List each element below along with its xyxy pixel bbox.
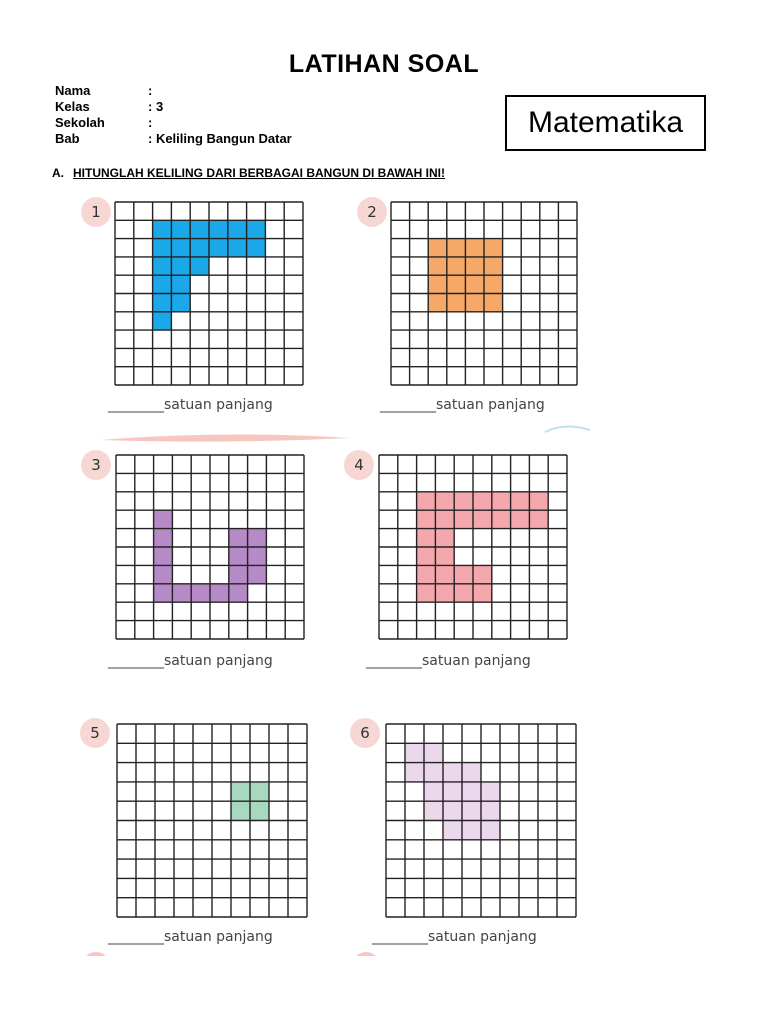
filled-cell [190,257,209,275]
filled-cell [481,782,500,801]
answer-blank[interactable]: ________satuan panjang [108,397,273,413]
answer-blank[interactable]: ________satuan panjang [366,653,531,669]
instruction-text: HITUNGLAH KELILING DARI BERBAGAI BANGUN DI BAWAH INI! [73,166,445,180]
student-info [55,83,292,147]
filled-cell [424,801,443,820]
filled-cell [473,492,492,510]
filled-cell [435,492,454,510]
filled-cell [462,801,481,820]
filled-cell [405,743,424,762]
filled-cell [428,275,447,293]
filled-cell [443,782,462,801]
filled-cell [484,257,503,275]
problem-number-badge: 4 [344,450,374,480]
filled-cell [465,239,484,257]
field-value: : [148,115,153,130]
filled-cell [454,510,473,528]
field-label: Nama [55,83,91,98]
filled-cell [228,220,247,238]
filled-cell [462,782,481,801]
grid-problem-1 [114,201,304,386]
answer-blank[interactable]: ________satuan panjang [380,397,545,413]
filled-cell [250,782,269,801]
field-nama [55,83,292,99]
filled-cell [492,492,511,510]
filled-cell [473,584,492,602]
filled-cell [428,294,447,312]
filled-cell [454,565,473,583]
filled-cell [231,801,250,820]
filled-cell [443,763,462,782]
problem-number-badge: 3 [81,450,111,480]
filled-cell [417,547,436,565]
filled-cell [171,257,190,275]
problem-number-badge: 1 [81,197,111,227]
problem-number-badge: 2 [357,197,387,227]
filled-cell [248,565,267,583]
filled-cell [247,220,266,238]
field-label: Sekolah [55,115,105,130]
answer-blank[interactable]: ________satuan panjang [372,929,537,945]
filled-cell [171,239,190,257]
filled-cell [435,565,454,583]
filled-cell [190,220,209,238]
filled-cell [435,584,454,602]
filled-cell [447,257,466,275]
filled-cell [447,294,466,312]
grid-problem-3 [115,454,305,640]
filled-cell [462,821,481,840]
filled-cell [511,492,530,510]
filled-cell [428,239,447,257]
filled-cell [465,257,484,275]
instruction [52,166,445,180]
field-value: : [148,83,153,98]
filled-cell [153,312,172,330]
answer-blank[interactable]: ________satuan panjang [108,653,273,669]
filled-cell [443,821,462,840]
page-title: LATIHAN SOAL [288,50,480,78]
filled-cell [247,239,266,257]
grid-problem-4 [378,454,568,640]
filled-cell [465,294,484,312]
filled-cell [484,294,503,312]
filled-cell [171,220,190,238]
filled-cell [153,220,172,238]
filled-cell [171,294,190,312]
field-value: : 3 [148,99,164,114]
filled-cell [424,743,443,762]
grid-problem-6 [385,723,577,918]
decorative-arc [95,432,355,446]
filled-cell [529,510,548,528]
filled-cell [435,510,454,528]
filled-cell [229,565,248,583]
filled-cell [154,547,173,565]
subject-box: Matematika [505,95,706,151]
decorative-dot [354,948,378,956]
filled-cell [154,529,173,547]
filled-cell [484,275,503,293]
filled-cell [454,584,473,602]
grid-problem-2 [390,201,578,386]
filled-cell [154,510,173,528]
filled-cell [229,584,248,602]
filled-cell [172,584,191,602]
problem-number-badge: 6 [350,718,380,748]
filled-cell [417,529,436,547]
filled-cell [171,275,190,293]
filled-cell [191,584,210,602]
filled-cell [209,239,228,257]
filled-cell [424,782,443,801]
field-label: Kelas [55,99,90,114]
filled-cell [447,275,466,293]
filled-cell [248,529,267,547]
filled-cell [248,547,267,565]
filled-cell [443,801,462,820]
filled-cell [210,584,229,602]
decorative-dot [84,948,108,956]
decorative-swirl [540,420,600,436]
filled-cell [473,510,492,528]
filled-cell [417,510,436,528]
filled-cell [428,257,447,275]
filled-cell [424,763,443,782]
filled-cell [153,239,172,257]
problem-number-badge: 5 [80,718,110,748]
field-bab [55,131,292,147]
field-kelas [55,99,292,115]
filled-cell [511,510,530,528]
filled-cell [153,275,172,293]
field-label: Bab [55,131,80,146]
grid-problem-5 [116,723,308,918]
filled-cell [153,257,172,275]
filled-cell [484,239,503,257]
filled-cell [190,239,209,257]
filled-cell [417,492,436,510]
filled-cell [228,239,247,257]
filled-cell [405,763,424,782]
filled-cell [454,492,473,510]
filled-cell [435,547,454,565]
answer-blank[interactable]: ________satuan panjang [108,929,273,945]
filled-cell [209,220,228,238]
section-letter: A. [52,166,64,180]
filled-cell [481,801,500,820]
filled-cell [462,763,481,782]
filled-cell [417,584,436,602]
filled-cell [231,782,250,801]
field-value: : Keliling Bangun Datar [148,131,292,146]
filled-cell [154,565,173,583]
filled-cell [492,510,511,528]
filled-cell [529,492,548,510]
filled-cell [229,529,248,547]
filled-cell [417,565,436,583]
filled-cell [447,239,466,257]
filled-cell [481,821,500,840]
filled-cell [435,529,454,547]
field-sekolah [55,115,292,131]
filled-cell [473,565,492,583]
filled-cell [465,275,484,293]
filled-cell [153,294,172,312]
filled-cell [250,801,269,820]
filled-cell [229,547,248,565]
filled-cell [154,584,173,602]
